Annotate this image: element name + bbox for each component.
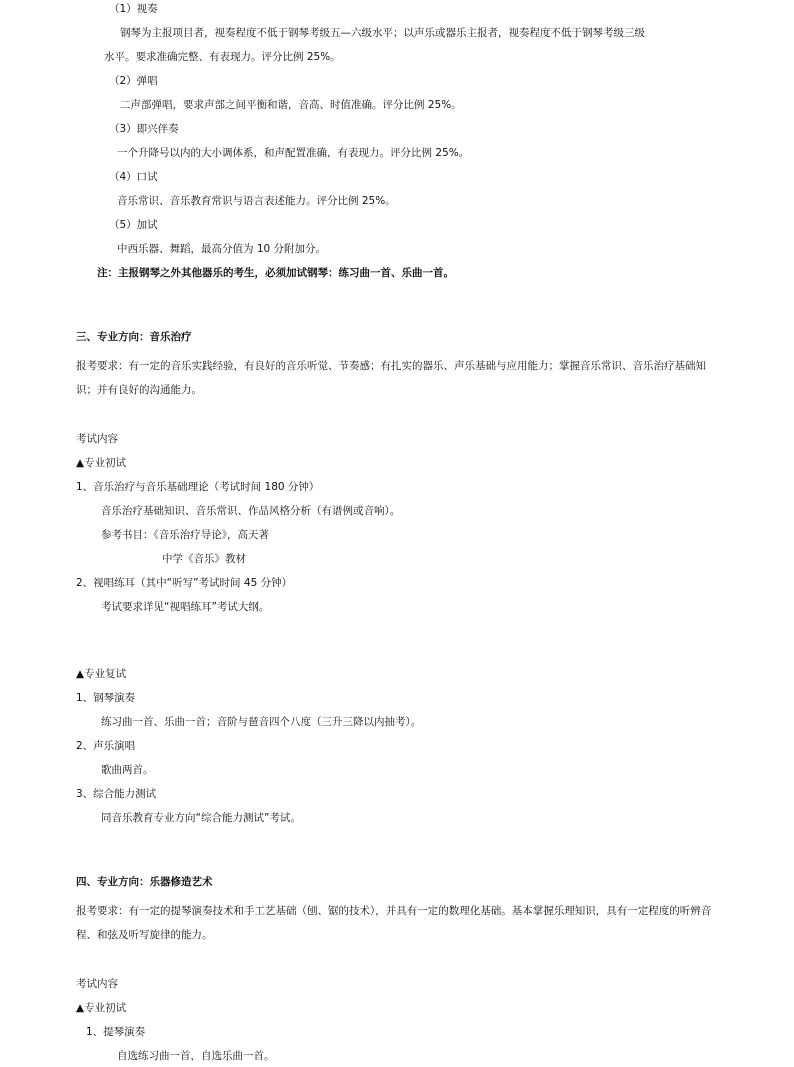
section3-retest-heading: ▲专业复试 — [76, 668, 127, 680]
oral-exam-text: 音乐常识、音乐教育常识与语言表述能力。评分比例 25%。 — [117, 195, 396, 207]
section3-retest-item1-title: 1、钢琴演奏 — [76, 692, 136, 704]
section3-item1-title: 1、音乐治疗与音乐基础理论（考试时间 180 分钟） — [76, 481, 320, 493]
section4-item1-detail: 自选练习曲一首，自选乐曲一首。 — [117, 1050, 275, 1062]
section4-exam-label: 考试内容 — [76, 978, 118, 990]
section3-requirements: 报考要求：有一定的音乐实践经验，有良好的音乐听觉、节奏感；有扎实的器乐、声乐基础与应用能力；掌握音乐常识、音乐治疗基础知识；并有良好的沟通能力。 — [76, 360, 706, 396]
section3-item1-reference: 参考书目：《音乐治疗导论》，高天著 — [101, 529, 269, 541]
section3-item2-detail: 考试要求详见“视唱练耳”考试大纲。 — [101, 601, 270, 613]
piano-note: 注：主报钢琴之外其他器乐的考生，必须加试钢琴：练习曲一首、乐曲一首。 — [97, 267, 454, 279]
sight-reading-title: （1）视奏 — [109, 3, 158, 15]
section4-heading: 四、专业方向：乐器修造艺术 — [76, 876, 213, 888]
section4-requirements: 报考要求：有一定的提琴演奏技术和手工艺基础（刨、锯的技术），并具有一定的数理化基础。基本掌握乐理知识，具有一定程度的听辨音程、和弦及听写旋律的能力。 — [76, 905, 712, 941]
section3-retest-item3-detail: 同音乐教育专业方向“综合能力测试”考试。 — [101, 812, 301, 824]
section3-item1-detail: 音乐治疗基础知识、音乐常识、作品风格分析（有谱例或音响）。 — [101, 505, 401, 517]
accompany-singing-title: （2）弹唱 — [109, 75, 158, 87]
section3-retest-item2-title: 2、声乐演唱 — [76, 740, 136, 752]
section3-exam-label: 考试内容 — [76, 433, 118, 445]
extra-exam-text: 中西乐器、舞蹈，最高分值为 10 分附加分。 — [117, 243, 327, 255]
improvised-accompaniment-text: 一个升降号以内的大小调体系，和声配置准确，有表现力。评分比例 25%。 — [117, 147, 470, 159]
section4-prelim-heading: ▲专业初试 — [76, 1002, 127, 1014]
section3-prelim-heading: ▲专业初试 — [76, 457, 127, 469]
section3-heading: 三、专业方向：音乐治疗 — [76, 331, 192, 343]
section3-retest-item1-detail: 练习曲一首、乐曲一首；音阶与琶音四个八度（三升三降以内抽考）。 — [101, 716, 422, 728]
section3-item2-title: 2、视唱练耳（其中“听写”考试时间 45 分钟） — [76, 577, 293, 589]
extra-exam-title: （5）加试 — [109, 219, 158, 231]
oral-exam-title: （4）口试 — [109, 171, 158, 183]
section3-retest-item2-detail: 歌曲两首。 — [101, 764, 154, 776]
sight-reading-text-line1: 钢琴为主报项目者，视奏程度不低于钢琴考级五—六级水平；以声乐或器乐主报者，视奏程度不低于钢琴考级三级 — [120, 27, 645, 39]
section3-retest-item3-title: 3、综合能力测试 — [76, 788, 157, 800]
improvised-accompaniment-title: （3）即兴伴奏 — [109, 123, 179, 135]
accompany-singing-text: 二声部弹唱，要求声部之间平衡和谐，音高、时值准确。评分比例 25%。 — [120, 99, 462, 111]
section4-item1-title: 1、提琴演奏 — [86, 1026, 146, 1038]
section3-item1-reference-2: 中学《音乐》教材 — [162, 553, 246, 565]
sight-reading-text-line2: 水平。要求准确完整、有表现力。评分比例 25%。 — [104, 51, 341, 63]
